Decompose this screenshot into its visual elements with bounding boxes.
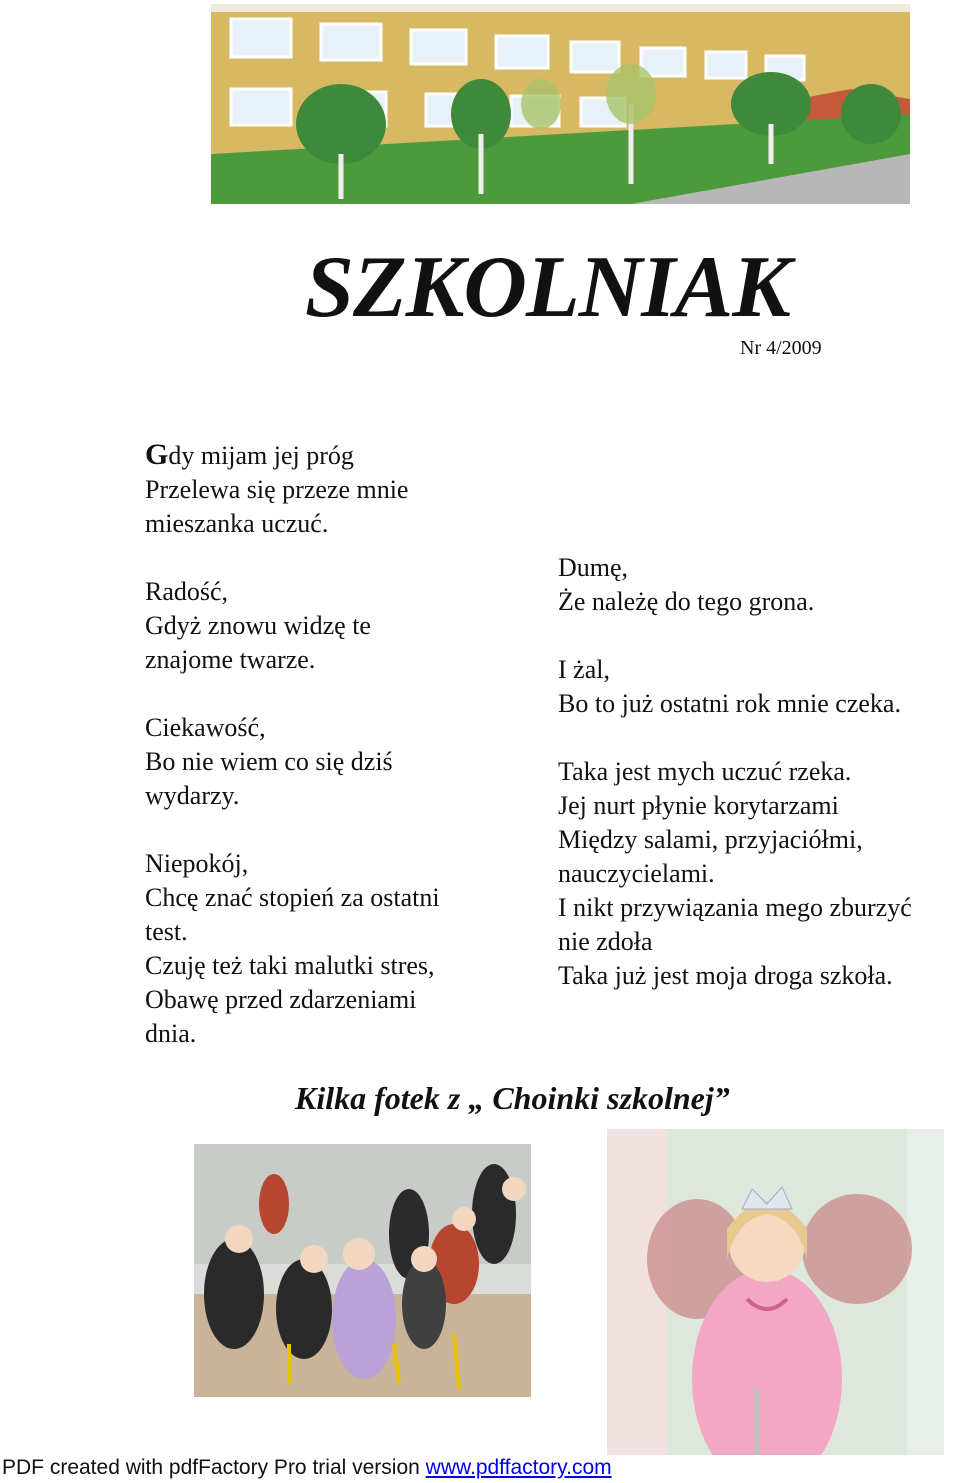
pdf-footer	[0, 1453, 960, 1483]
fairy-costume-girl-photo	[607, 1129, 944, 1455]
poem-line-rest: dy mijam jej próg	[168, 441, 354, 470]
poem-line: Taka jest mych uczuć rzeka.	[558, 757, 852, 786]
poem-line: znajome twarze.	[145, 645, 316, 674]
poem-line	[145, 438, 525, 473]
photo-caption: Kilka fotek z „ Choinki szkolnej”	[295, 1080, 730, 1116]
poem-line: mieszanka uczuć.	[145, 509, 329, 538]
poem-line: Chcę znać stopień za ostatni	[145, 883, 440, 912]
poem-line: test.	[145, 917, 188, 946]
poem-line: Dumę,	[558, 553, 629, 582]
footer-text: PDF created with pdfFactory Pro trial version	[2, 1456, 426, 1479]
poem-right-column	[558, 551, 960, 993]
poem-line: Przelewa się przeze mnie	[145, 475, 409, 504]
newsletter-title: SZKOLNIAK	[305, 239, 790, 336]
poem-line: Czuję też taki malutki stres,	[145, 951, 435, 980]
poem-line: wydarzy.	[145, 781, 240, 810]
poem-line: Ciekawość,	[145, 713, 266, 742]
poem-line: I żal,	[558, 655, 610, 684]
poem-line: nauczycielami.	[558, 859, 715, 888]
poem-line: Niepokój,	[145, 849, 249, 878]
poem-line: Bo nie wiem co się dziś	[145, 747, 393, 776]
poem-line: Bo to już ostatni rok mnie czeka.	[558, 689, 901, 718]
poem-line: dnia.	[145, 1019, 197, 1048]
issue-number: Nr 4/2009	[740, 337, 822, 359]
poem-line: Obawę przed zdarzeniami	[145, 985, 417, 1014]
poem-line: Między salami, przyjaciółmi,	[558, 825, 863, 854]
pdffactory-link[interactable]: www.pdffactory.com	[425, 1456, 612, 1479]
drop-cap: G	[145, 438, 169, 471]
children-party-photo	[194, 1144, 531, 1397]
poem-line: nie zdoła	[558, 927, 653, 956]
poem-left-column	[145, 438, 525, 1051]
poem-line: Że należę do tego grona.	[558, 587, 815, 616]
poem-line: Jej nurt płynie korytarzami	[558, 791, 839, 820]
poem-line: I nikt przywiązania mego zburzyć	[558, 893, 912, 922]
poem-line: Gdyż znowu widzę te	[145, 611, 371, 640]
poem-line: Radość,	[145, 577, 229, 606]
school-building-photo	[211, 4, 910, 204]
poem-line: Taka już jest moja droga szkoła.	[558, 961, 893, 990]
